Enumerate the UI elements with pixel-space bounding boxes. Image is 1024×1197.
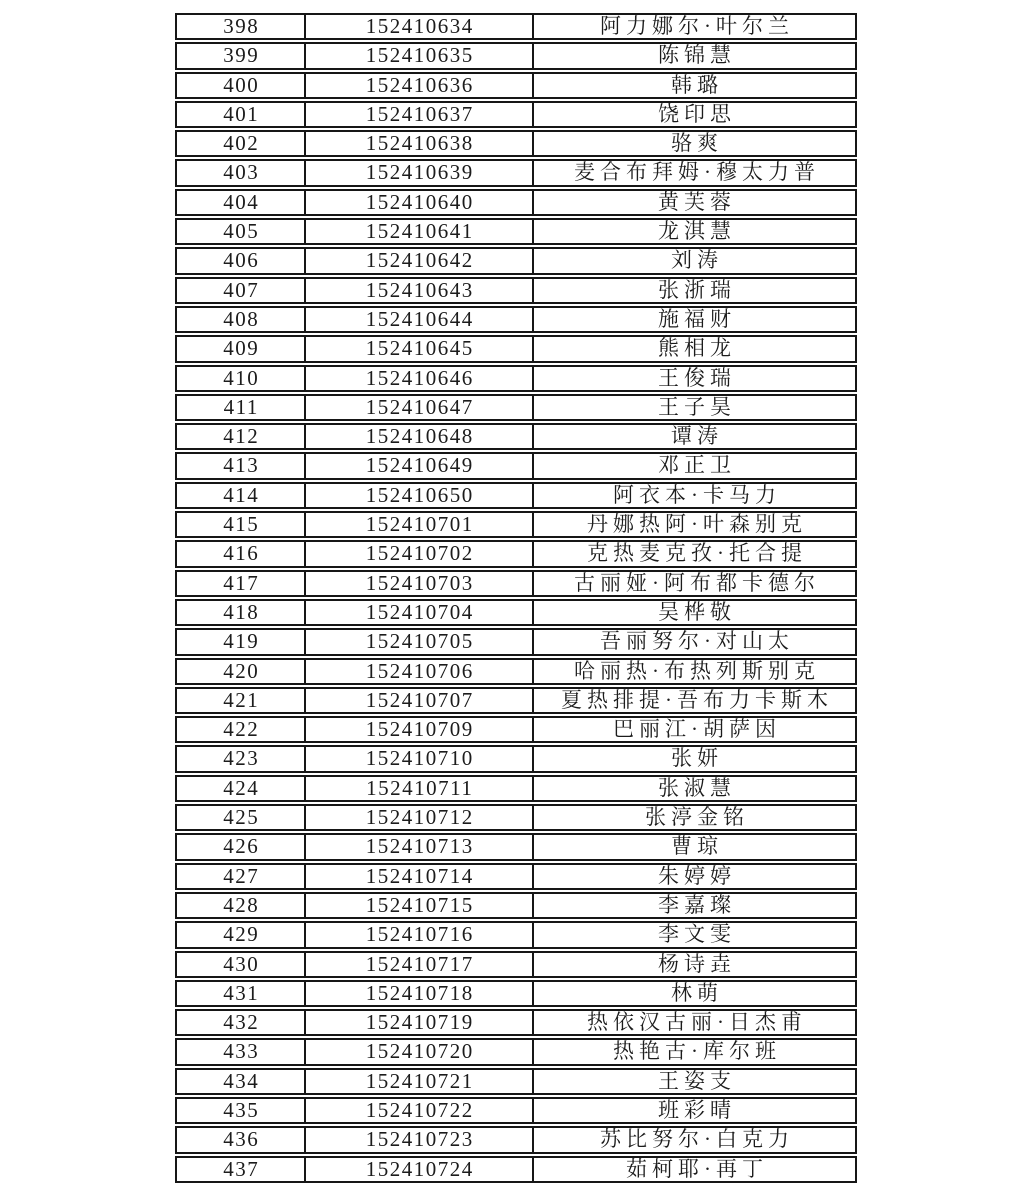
table-row [175, 247, 857, 274]
student-id-cell: 152410701 [305, 511, 533, 538]
name-cell: 杨诗垚 [533, 951, 857, 978]
name-cell: 朱婷婷 [533, 863, 857, 890]
row-number-cell: 414 [175, 482, 305, 509]
student-id-cell: 152410637 [305, 101, 533, 128]
row-number-cell: 433 [175, 1038, 305, 1065]
row-number-cell: 431 [175, 980, 305, 1007]
table-row [175, 628, 857, 655]
row-number-cell: 420 [175, 658, 305, 685]
student-id-cell: 152410712 [305, 804, 533, 831]
name-cell: 王子昊 [533, 394, 857, 421]
table-row [175, 452, 857, 479]
student-id-cell: 152410717 [305, 951, 533, 978]
student-id-cell: 152410721 [305, 1068, 533, 1095]
name-cell: 哈丽热·布热列斯别克 [533, 658, 857, 685]
row-number-cell: 418 [175, 599, 305, 626]
name-cell: 麦合布拜姆·穆太力普 [533, 159, 857, 186]
table-row [175, 745, 857, 772]
row-number-cell: 403 [175, 159, 305, 186]
row-number-cell: 421 [175, 687, 305, 714]
table-row [175, 1038, 857, 1065]
table-row [175, 1126, 857, 1153]
table-row [175, 13, 857, 40]
table-row [175, 921, 857, 948]
name-cell: 张渟金铭 [533, 804, 857, 831]
table-row [175, 1068, 857, 1095]
table-row [175, 570, 857, 597]
student-id-cell: 152410716 [305, 921, 533, 948]
name-cell: 班彩晴 [533, 1097, 857, 1124]
name-cell: 林萌 [533, 980, 857, 1007]
name-cell: 谭涛 [533, 423, 857, 450]
student-id-cell: 152410638 [305, 130, 533, 157]
table-row [175, 980, 857, 1007]
row-number-cell: 411 [175, 394, 305, 421]
row-number-cell: 435 [175, 1097, 305, 1124]
table-row [175, 775, 857, 802]
row-number-cell: 406 [175, 247, 305, 274]
row-number-cell: 409 [175, 335, 305, 362]
name-cell: 张妍 [533, 745, 857, 772]
student-id-cell: 152410720 [305, 1038, 533, 1065]
student-id-cell: 152410709 [305, 716, 533, 743]
name-cell: 阿衣本·卡马力 [533, 482, 857, 509]
student-id-cell: 152410703 [305, 570, 533, 597]
student-id-cell: 152410713 [305, 833, 533, 860]
student-id-cell: 152410707 [305, 687, 533, 714]
student-id-cell: 152410710 [305, 745, 533, 772]
row-number-cell: 424 [175, 775, 305, 802]
row-number-cell: 417 [175, 570, 305, 597]
table-row [175, 892, 857, 919]
student-id-cell: 152410722 [305, 1097, 533, 1124]
student-id-cell: 152410634 [305, 13, 533, 40]
name-cell: 吾丽努尔·对山太 [533, 628, 857, 655]
student-id-cell: 152410648 [305, 423, 533, 450]
name-cell: 丹娜热阿·叶森别克 [533, 511, 857, 538]
student-id-cell: 152410711 [305, 775, 533, 802]
row-number-cell: 434 [175, 1068, 305, 1095]
name-cell: 王俊瑞 [533, 365, 857, 392]
table-row [175, 130, 857, 157]
name-cell: 黄芙蓉 [533, 189, 857, 216]
student-id-cell: 152410715 [305, 892, 533, 919]
table-row [175, 687, 857, 714]
row-number-cell: 402 [175, 130, 305, 157]
name-cell: 邓正卫 [533, 452, 857, 479]
table-row [175, 951, 857, 978]
name-cell: 张浙瑞 [533, 277, 857, 304]
student-id-cell: 152410714 [305, 863, 533, 890]
row-number-cell: 404 [175, 189, 305, 216]
table-row [175, 658, 857, 685]
row-number-cell: 425 [175, 804, 305, 831]
row-number-cell: 408 [175, 306, 305, 333]
name-cell: 克热麦克孜·托合提 [533, 540, 857, 567]
row-number-cell: 430 [175, 951, 305, 978]
name-cell: 张淑慧 [533, 775, 857, 802]
row-number-cell: 412 [175, 423, 305, 450]
row-number-cell: 437 [175, 1156, 305, 1183]
name-cell: 韩璐 [533, 72, 857, 99]
table-row [175, 189, 857, 216]
student-id-cell: 152410705 [305, 628, 533, 655]
row-number-cell: 405 [175, 218, 305, 245]
row-number-cell: 426 [175, 833, 305, 860]
roster-table [175, 13, 857, 1185]
table-row [175, 159, 857, 186]
name-cell: 苏比努尔·白克力 [533, 1126, 857, 1153]
row-number-cell: 413 [175, 452, 305, 479]
student-id-cell: 152410702 [305, 540, 533, 567]
student-id-cell: 152410641 [305, 218, 533, 245]
student-id-cell: 152410650 [305, 482, 533, 509]
student-id-cell: 152410646 [305, 365, 533, 392]
table-row [175, 511, 857, 538]
name-cell: 李文雯 [533, 921, 857, 948]
student-id-cell: 152410642 [305, 247, 533, 274]
name-cell: 古丽娅·阿布都卡德尔 [533, 570, 857, 597]
table-row [175, 394, 857, 421]
name-cell: 骆爽 [533, 130, 857, 157]
name-cell: 龙淇慧 [533, 218, 857, 245]
row-number-cell: 416 [175, 540, 305, 567]
table-row [175, 1156, 857, 1183]
name-cell: 吴桦敬 [533, 599, 857, 626]
name-cell: 热艳古·库尔班 [533, 1038, 857, 1065]
table-row [175, 1009, 857, 1036]
student-id-cell: 152410639 [305, 159, 533, 186]
name-cell: 熊相龙 [533, 335, 857, 362]
student-id-cell: 152410647 [305, 394, 533, 421]
table-row [175, 863, 857, 890]
student-id-cell: 152410640 [305, 189, 533, 216]
row-number-cell: 427 [175, 863, 305, 890]
table-row [175, 42, 857, 69]
student-id-cell: 152410719 [305, 1009, 533, 1036]
table-row [175, 423, 857, 450]
row-number-cell: 428 [175, 892, 305, 919]
name-cell: 巴丽江·胡萨因 [533, 716, 857, 743]
table-row [175, 101, 857, 128]
row-number-cell: 422 [175, 716, 305, 743]
name-cell: 陈锦慧 [533, 42, 857, 69]
row-number-cell: 419 [175, 628, 305, 655]
name-cell: 刘涛 [533, 247, 857, 274]
student-id-cell: 152410649 [305, 452, 533, 479]
table-row [175, 482, 857, 509]
table-row [175, 833, 857, 860]
name-cell: 热依汉古丽·日杰甫 [533, 1009, 857, 1036]
name-cell: 饶印思 [533, 101, 857, 128]
table-row [175, 599, 857, 626]
student-id-cell: 152410723 [305, 1126, 533, 1153]
row-number-cell: 401 [175, 101, 305, 128]
name-cell: 夏热排提·吾布力卡斯木 [533, 687, 857, 714]
table-row [175, 218, 857, 245]
row-number-cell: 423 [175, 745, 305, 772]
row-number-cell: 407 [175, 277, 305, 304]
row-number-cell: 398 [175, 13, 305, 40]
table-row [175, 277, 857, 304]
student-id-cell: 152410704 [305, 599, 533, 626]
row-number-cell: 410 [175, 365, 305, 392]
row-number-cell: 400 [175, 72, 305, 99]
student-id-cell: 152410718 [305, 980, 533, 1007]
row-number-cell: 432 [175, 1009, 305, 1036]
name-cell: 茹柯耶·再丁 [533, 1156, 857, 1183]
name-cell: 施福财 [533, 306, 857, 333]
table-row [175, 72, 857, 99]
name-cell: 李嘉璨 [533, 892, 857, 919]
table-row [175, 1097, 857, 1124]
student-id-cell: 152410724 [305, 1156, 533, 1183]
student-id-cell: 152410643 [305, 277, 533, 304]
table-row [175, 716, 857, 743]
name-cell: 曹琼 [533, 833, 857, 860]
student-id-cell: 152410635 [305, 42, 533, 69]
student-id-cell: 152410645 [305, 335, 533, 362]
student-id-cell: 152410636 [305, 72, 533, 99]
row-number-cell: 415 [175, 511, 305, 538]
table-row [175, 540, 857, 567]
table-row [175, 804, 857, 831]
student-id-cell: 152410644 [305, 306, 533, 333]
table-row [175, 335, 857, 362]
row-number-cell: 399 [175, 42, 305, 69]
row-number-cell: 429 [175, 921, 305, 948]
table-row [175, 365, 857, 392]
name-cell: 阿力娜尔·叶尔兰 [533, 13, 857, 40]
row-number-cell: 436 [175, 1126, 305, 1153]
student-id-cell: 152410706 [305, 658, 533, 685]
name-cell: 王姿支 [533, 1068, 857, 1095]
table-row [175, 306, 857, 333]
